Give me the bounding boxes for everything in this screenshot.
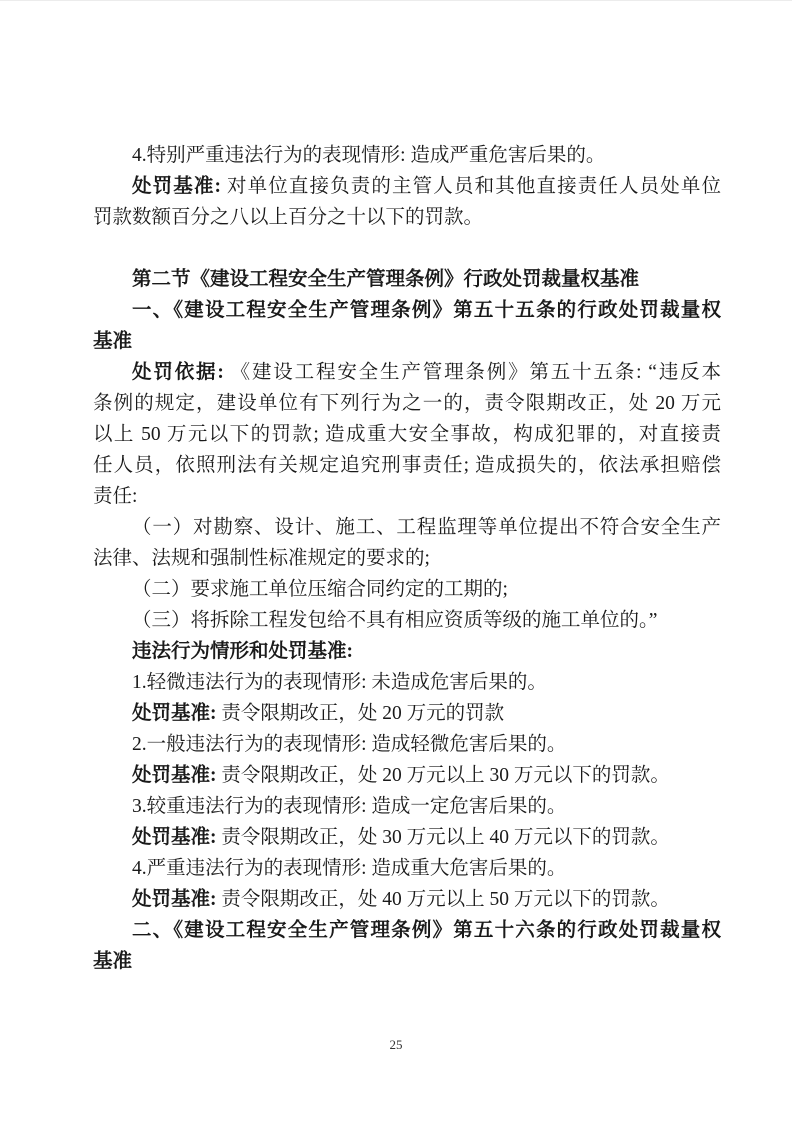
heading-text: 基准 — [93, 331, 133, 352]
section-heading-line — [93, 295, 721, 326]
text-line — [93, 636, 721, 667]
text-line — [93, 357, 721, 388]
line-text: 对单位直接负责的主管人员和其他直接责任人员处单位 — [221, 176, 721, 197]
text-line — [93, 481, 721, 512]
bold-label: 处罚依据: — [132, 362, 224, 383]
text-line — [93, 853, 721, 884]
line-text: 责令限期改正，处 30 万元以上 40 万元以下的罚款。 — [216, 827, 670, 848]
line-text: 责任: — [93, 486, 138, 507]
line-text: （二）要求施工单位压缩合同约定的工期的; — [132, 579, 508, 600]
text-line — [93, 760, 721, 791]
heading-text: 二、《建设工程安全生产管理条例》第五十六条的行政处罚裁量权 — [132, 920, 721, 941]
line-text: （一）对勘察、设计、施工、工程监理等单位提出不符合安全生产 — [132, 517, 721, 538]
line-text: 4.特别严重违法行为的表现情形: 造成严重危害后果的。 — [132, 145, 606, 166]
page-number: 25 — [389, 1037, 403, 1052]
line-text: 罚款数额百分之八以上百分之十以下的罚款。 — [93, 207, 484, 228]
bold-label: 处罚基准: — [132, 703, 217, 724]
heading-text: 第二节《建设工程安全生产管理条例》行政处罚裁量权基准 — [132, 269, 640, 290]
line-text: 责令限期改正，处 20 万元的罚款 — [216, 703, 505, 724]
text-line — [93, 698, 721, 729]
text-line — [93, 667, 721, 698]
text-line — [93, 388, 721, 419]
section-heading-line — [93, 326, 721, 357]
text-line — [93, 729, 721, 760]
line-text: 法律、法规和强制性标准规定的要求的; — [93, 548, 430, 569]
line-text: 《建设工程安全生产管理条例》第五十五条: “违反本 — [223, 362, 722, 383]
blank-line — [93, 233, 721, 264]
line-text: （三）将拆除工程发包给不具有相应资质等级的施工单位的。” — [132, 610, 658, 631]
text-line — [93, 140, 721, 171]
text-line — [93, 171, 721, 202]
text-line — [93, 822, 721, 853]
text-line — [93, 605, 721, 636]
line-text: 以上 50 万元以下的罚款; 造成重大安全事故，构成犯罪的，对直接责 — [93, 424, 721, 445]
bold-label: 处罚基准: — [132, 827, 217, 848]
heading-text: 一、《建设工程安全生产管理条例》第五十五条的行政处罚裁量权 — [132, 300, 721, 321]
line-text: 任人员，依照刑法有关规定追究刑事责任; 造成损失的，依法承担赔偿 — [93, 455, 721, 476]
section-heading-line — [93, 946, 721, 977]
line-text: 2.一般违法行为的表现情形: 造成轻微危害后果的。 — [132, 734, 567, 755]
section-heading-line — [93, 915, 721, 946]
text-line — [93, 543, 721, 574]
text-line — [93, 202, 721, 233]
section-heading-line — [93, 264, 721, 295]
bold-label: 处罚基准: — [132, 765, 217, 786]
text-line — [93, 419, 721, 450]
line-text: 1.轻微违法行为的表现情形: 未造成危害后果的。 — [132, 672, 547, 693]
text-line — [93, 512, 721, 543]
text-line — [93, 884, 721, 915]
line-text: 4.严重违法行为的表现情形: 造成重大危害后果的。 — [132, 858, 567, 879]
line-text: 责令限期改正，处 20 万元以上 30 万元以下的罚款。 — [216, 765, 670, 786]
line-text: 责令限期改正，处 40 万元以上 50 万元以下的罚款。 — [216, 889, 670, 910]
heading-text: 基准 — [93, 951, 133, 972]
bold-label: 违法行为情形和处罚基准: — [132, 641, 353, 662]
document-body — [93, 140, 721, 977]
bold-label: 处罚基准: — [132, 889, 217, 910]
line-text: 条例的规定，建设单位有下列行为之一的，责令限期改正，处 20 万元 — [93, 393, 721, 414]
text-line — [93, 574, 721, 605]
line-text: 3.较重违法行为的表现情形: 造成一定危害后果的。 — [132, 796, 567, 817]
bold-label: 处罚基准: — [132, 176, 222, 197]
text-line — [93, 791, 721, 822]
text-line — [93, 450, 721, 481]
